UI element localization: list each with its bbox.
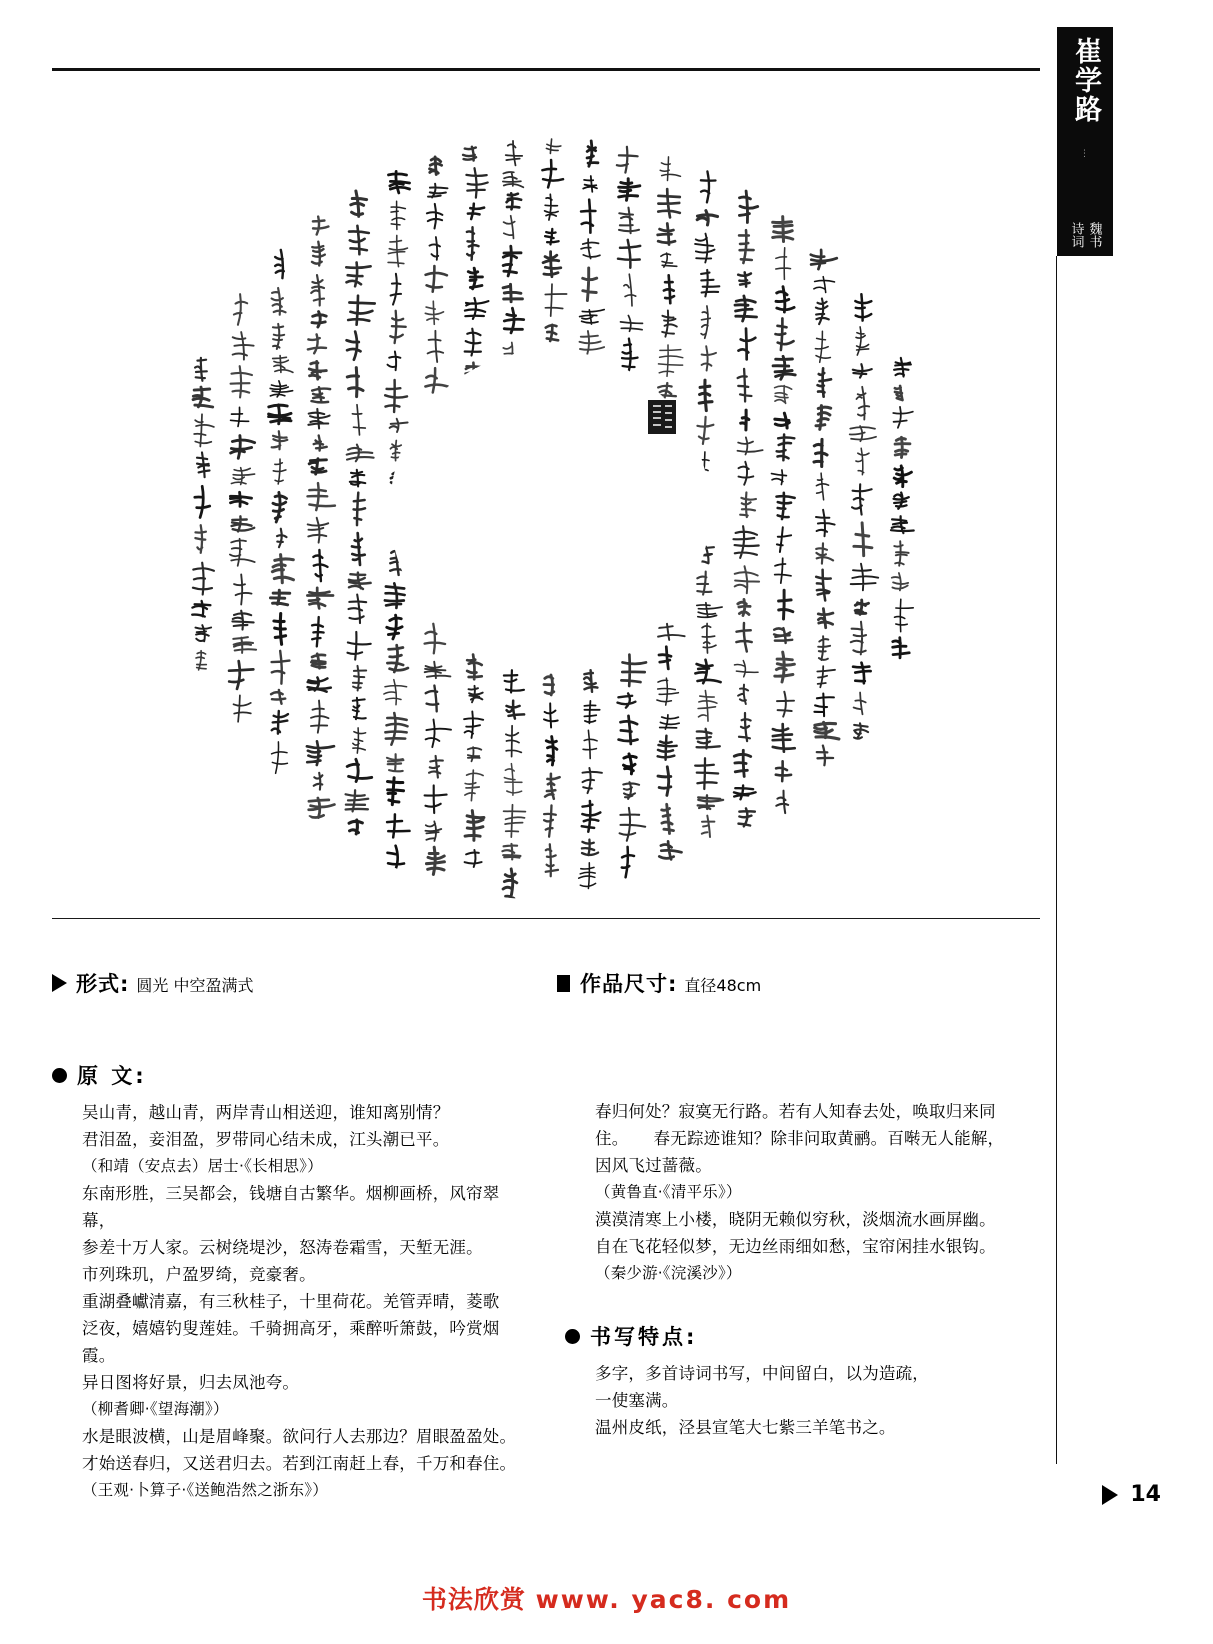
writing-features-body <box>595 1360 1045 1441</box>
poem-line: 东南形胜，三吴都会，钱塘自古繁华。烟柳画桥，风帘翠幕， <box>82 1184 500 1230</box>
writing-feature-line: 温州皮纸，泾县宣笔大七紫三羊笔书之。 <box>595 1418 896 1437</box>
poem-line: 水是眼波横，山是眉峰聚。欲问行人去那边？眉眼盈盈处。 <box>82 1427 517 1446</box>
right-vertical-rule <box>1056 256 1057 1464</box>
watermark-text: 书法欣赏 <box>421 1585 526 1614</box>
watermark-url: www. yac8. com <box>535 1585 792 1614</box>
poem-line: 君泪盈，妾泪盈，罗带同心结未成，江头潮已平。 <box>82 1130 450 1149</box>
original-text-heading <box>52 1060 532 1090</box>
bullet-icon <box>565 1329 580 1344</box>
page-number: 14 <box>1130 1482 1161 1507</box>
poem-line: 异日图将好景，归去凤池夸。 <box>82 1373 300 1392</box>
page-footer <box>1102 1482 1161 1507</box>
poem-line: 才始送春归，又送君归去。若到江南赶上春，千万和春住。 <box>82 1454 517 1473</box>
tab-subtitle-script: 魏书 <box>1086 222 1102 248</box>
meta-form <box>52 968 254 998</box>
poem-attribution: （柳耆卿·《望海潮》） <box>82 1400 229 1418</box>
chapter-side-tab <box>1057 27 1113 256</box>
original-text-title: 原 文: <box>77 1064 147 1088</box>
poem-attribution: （和靖（安点去）居士·《长相思》） <box>82 1157 323 1175</box>
calligraphy-artwork <box>150 100 950 910</box>
poem-attribution: （王观·卜算子·《送鲍浩然之浙东》） <box>82 1481 328 1499</box>
original-text-right-body <box>595 1098 1045 1287</box>
poem-line: 住。 春无踪迹谁知？除非问取黄鹂。百啭无人能解， <box>595 1129 1005 1148</box>
poem-line: 吴山青，越山青，两岸青山相送迎，谁知离别情？ <box>82 1103 450 1122</box>
poem-line: 因风飞过蔷薇。 <box>595 1156 712 1175</box>
site-watermark <box>0 1580 1213 1616</box>
poem-line: 参差十万人家。云树绕堤沙，怒涛卷霜雪，天堑无涯。 <box>82 1238 483 1257</box>
artwork-meta-row <box>52 968 1040 998</box>
form-value: 圆光 中空盈满式 <box>136 976 254 995</box>
original-text-left-body <box>82 1099 532 1504</box>
size-label: 作品尺寸: <box>580 972 678 996</box>
triangle-marker-icon <box>52 974 67 992</box>
original-text-column-right <box>565 1060 1045 1441</box>
right-column-spacer <box>565 1060 1045 1098</box>
poem-line: 春归何处？寂寞无行路。若有人知春去处，唤取归来同 <box>595 1102 996 1121</box>
meta-size <box>557 968 761 998</box>
bullet-icon <box>52 1068 67 1083</box>
page-triangle-icon <box>1102 1485 1118 1505</box>
poem-line: 自在飞花轻似梦，无边丝雨细如愁，宝帘闲挂水银钩。 <box>595 1237 996 1256</box>
original-text-column-left <box>52 1060 532 1504</box>
writing-feature-line: 多字，多首诗词书写，中间留白，以为造疏， <box>595 1364 929 1383</box>
square-marker-icon <box>557 975 570 992</box>
writing-features-title: 书写特点: <box>590 1325 698 1349</box>
artist-seal <box>648 400 676 434</box>
artist-name-vertical: 崔学路 <box>1070 37 1101 124</box>
section-divider-rule <box>52 918 1040 919</box>
tab-dots-decoration: ⋮ <box>1080 149 1090 159</box>
poem-attribution: （秦少游·《浣溪沙》） <box>595 1264 742 1282</box>
size-value: 直径48cm <box>684 976 762 995</box>
form-label: 形式: <box>76 972 130 996</box>
header-rule <box>52 68 1040 71</box>
writing-features-heading <box>565 1321 1045 1351</box>
poem-attribution: （黄鲁直·《清平乐》） <box>595 1183 742 1201</box>
poem-line: 泛夜，嬉嬉钓叟莲娃。千骑拥高牙，乘醉听箫鼓，吟赏烟霞。 <box>82 1319 500 1365</box>
writing-feature-line: 一使塞满。 <box>595 1391 679 1410</box>
column-gap <box>565 1287 1045 1321</box>
poem-line: 重湖叠巘清嘉，有三秋桂子，十里荷花。羌管弄晴，菱歌 <box>82 1292 500 1311</box>
poem-line: 市列珠玑，户盈罗绮，竞豪奢。 <box>82 1265 316 1284</box>
tab-subtitle-group <box>1057 222 1113 248</box>
poem-line: 漠漠清寒上小楼，晓阴无赖似穷秋，淡烟流水画屏幽。 <box>595 1210 996 1229</box>
tab-subtitle-genre: 诗词 <box>1068 222 1084 248</box>
